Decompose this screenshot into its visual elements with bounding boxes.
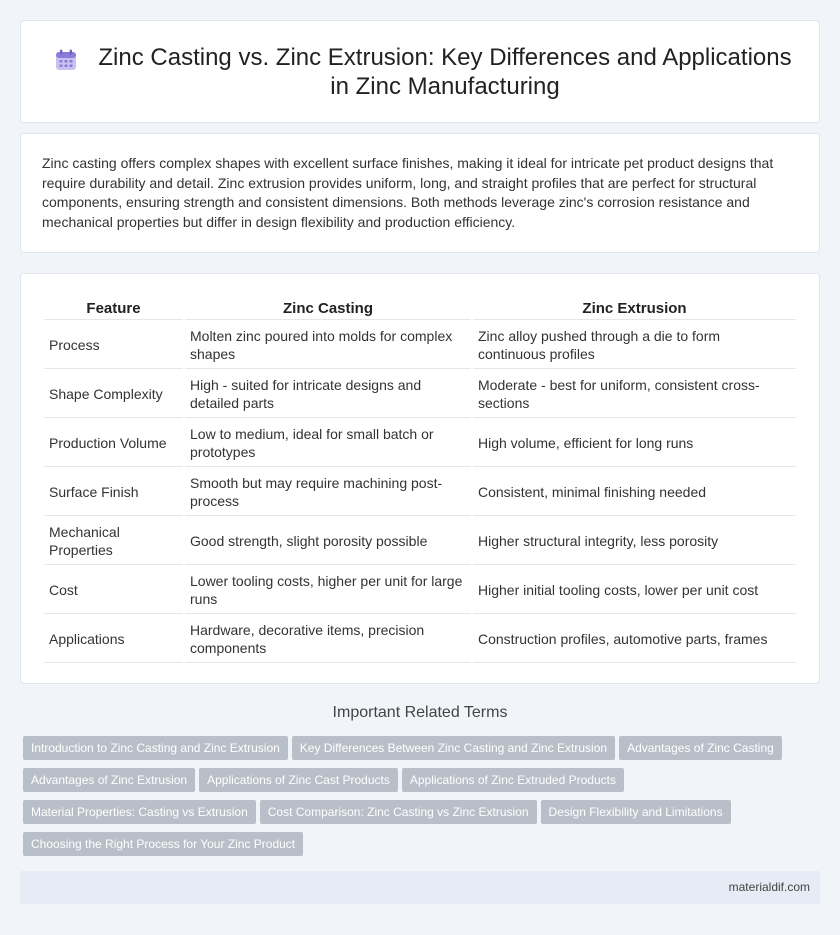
- row-casting: Lower tooling costs, higher per unit for large runs: [185, 567, 471, 614]
- row-feature: Cost: [44, 567, 183, 614]
- row-casting: Hardware, decorative items, precision components: [185, 616, 471, 663]
- related-term-tag[interactable]: Choosing the Right Process for Your Zinc Product: [23, 832, 303, 856]
- row-casting: Good strength, slight porosity possible: [185, 518, 471, 565]
- comparison-card: [20, 273, 820, 684]
- table-row: [44, 322, 796, 369]
- table-row: [44, 518, 796, 565]
- row-feature: Applications: [44, 616, 183, 663]
- table-row: [44, 567, 796, 614]
- related-term-tag[interactable]: Advantages of Zinc Extrusion: [23, 768, 195, 792]
- title-card: [20, 20, 820, 123]
- row-feature: Shape Complexity: [44, 371, 183, 418]
- row-extrusion: Higher structural integrity, less porosity: [473, 518, 796, 565]
- row-feature: Production Volume: [44, 420, 183, 467]
- row-extrusion: Zinc alloy pushed through a die to form continuous profiles: [473, 322, 796, 369]
- header-feature: Feature: [44, 298, 183, 320]
- related-term-tag[interactable]: Material Properties: Casting vs Extrusion: [23, 800, 256, 824]
- table-row: [44, 616, 796, 663]
- footer: [20, 871, 820, 904]
- table-header-row: [44, 298, 796, 320]
- row-extrusion: Higher initial tooling costs, lower per unit cost: [473, 567, 796, 614]
- table-row: [44, 420, 796, 467]
- footer-site[interactable]: materialdif.com: [728, 880, 810, 894]
- row-casting: Smooth but may require machining post-process: [185, 469, 471, 516]
- row-casting: Molten zinc poured into molds for complex shapes: [185, 322, 471, 369]
- row-feature: Mechanical Properties: [44, 518, 183, 565]
- related-terms-title: Important Related Terms: [332, 704, 508, 721]
- row-extrusion: Construction profiles, automotive parts, frames: [473, 616, 796, 663]
- page-title: Zinc Casting vs. Zinc Extrusion: Key Differences and Applications in Zinc Manufacturing: [98, 44, 792, 100]
- header-zinc-casting: Zinc Casting: [185, 298, 471, 320]
- header-zinc-extrusion: Zinc Extrusion: [473, 298, 796, 320]
- row-extrusion: Moderate - best for uniform, consistent cross-sections: [473, 371, 796, 418]
- table-row: [44, 371, 796, 418]
- related-term-tag[interactable]: Key Differences Between Zinc Casting and Zinc Extrusion: [292, 736, 615, 760]
- comparison-table: [42, 296, 798, 665]
- related-term-tag[interactable]: Design Flexibility and Limitations: [541, 800, 731, 824]
- intro-paragraph: Zinc casting offers complex shapes with excellent surface finishes, making it ideal for intricate pet product designs that require durability and detail. Zinc extrusion provides uniform, long, and straight profiles that are perfect for structural components, ensuring strength and consistent dimensions. Both methods leverage zinc's corrosion resistance and mechanical properties but differ in design flexibility and production efficiency.: [42, 155, 774, 230]
- related-terms-list: [23, 736, 823, 864]
- related-term-tag[interactable]: Advantages of Zinc Casting: [619, 736, 782, 760]
- related-term-tag[interactable]: Introduction to Zinc Casting and Zinc Extrusion: [23, 736, 288, 760]
- row-feature: Surface Finish: [44, 469, 183, 516]
- row-extrusion: High volume, efficient for long runs: [473, 420, 796, 467]
- related-term-tag[interactable]: Cost Comparison: Zinc Casting vs Zinc Extrusion: [260, 800, 537, 824]
- table-row: [44, 469, 796, 516]
- row-casting: Low to medium, ideal for small batch or prototypes: [185, 420, 471, 467]
- related-term-tag[interactable]: Applications of Zinc Cast Products: [199, 768, 398, 792]
- row-casting: High - suited for intricate designs and detailed parts: [185, 371, 471, 418]
- row-feature: Process: [44, 322, 183, 369]
- related-term-tag[interactable]: Applications of Zinc Extruded Products: [402, 768, 624, 792]
- row-extrusion: Consistent, minimal finishing needed: [473, 469, 796, 516]
- intro-card: [20, 133, 820, 253]
